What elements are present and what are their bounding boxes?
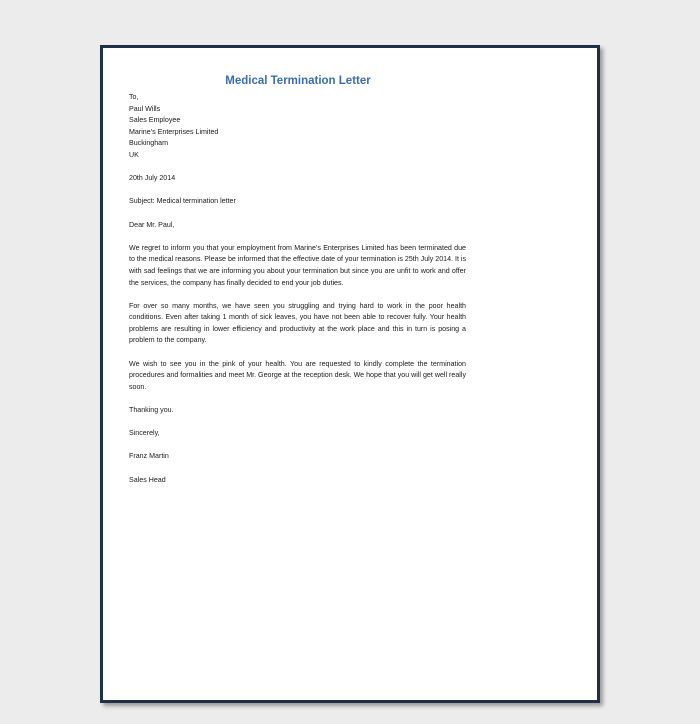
- spacer: [129, 347, 466, 359]
- letter-page: [100, 45, 600, 703]
- recipient-city: Buckingham: [129, 139, 169, 148]
- letter-title: Medical Termination Letter: [225, 75, 371, 87]
- body-paragraph-2: For over so many months, we have seen you struggling and trying hard to work in the poor health conditions. Even after taking 1 month of sick leaves, you have not been able to recover fully. Your health problems are resulting in lower efficiency and productivity at the work place and this in turn is posing a problem to the company.: [129, 301, 466, 345]
- letter-subject: Subject: Medical termination letter: [129, 197, 236, 206]
- spacer: [129, 231, 466, 243]
- letter-date: 20th July 2014: [129, 174, 176, 183]
- body-paragraph-1: We regret to inform you that your employment from Marine’s Enterprises Limited has been terminated due to the medical reasons. Please be informed that the effective date of your termination is 25th July 2014. It is with sad feelings that we are informing you about your termination but since you are unfit to work and offer the services, the company has finally decided to end your job duties.: [129, 243, 467, 287]
- letter-body: [129, 92, 466, 486]
- spacer: [129, 289, 466, 301]
- letter-salutation: Dear Mr. Paul,: [129, 220, 175, 229]
- body-paragraph-3: We wish to see you in the pink of your health. You are requested to kindly complete the termination procedures and formalities and meet Mr. George at the reception desk. We hope that you will get well really soon.: [129, 359, 466, 391]
- letter-closing: Sincerely,: [129, 429, 160, 438]
- recipient-country: UK: [129, 150, 139, 159]
- spacer: [129, 208, 466, 220]
- spacer: [129, 463, 466, 475]
- sender-title: Sales Head: [129, 475, 166, 484]
- spacer: [129, 185, 466, 197]
- spacer: [129, 162, 466, 174]
- recipient-company: Marine’s Enterprises Limited: [129, 127, 219, 136]
- spacer: [129, 393, 466, 405]
- letter-thanks: Thanking you.: [129, 406, 174, 415]
- recipient-name: Paul Wills: [129, 104, 161, 113]
- recipient-position: Sales Employee: [129, 116, 181, 125]
- recipient-to-label: To,: [129, 93, 139, 101]
- spacer: [129, 417, 466, 429]
- spacer: [129, 440, 466, 452]
- sender-name: Franz Martin: [129, 452, 169, 461]
